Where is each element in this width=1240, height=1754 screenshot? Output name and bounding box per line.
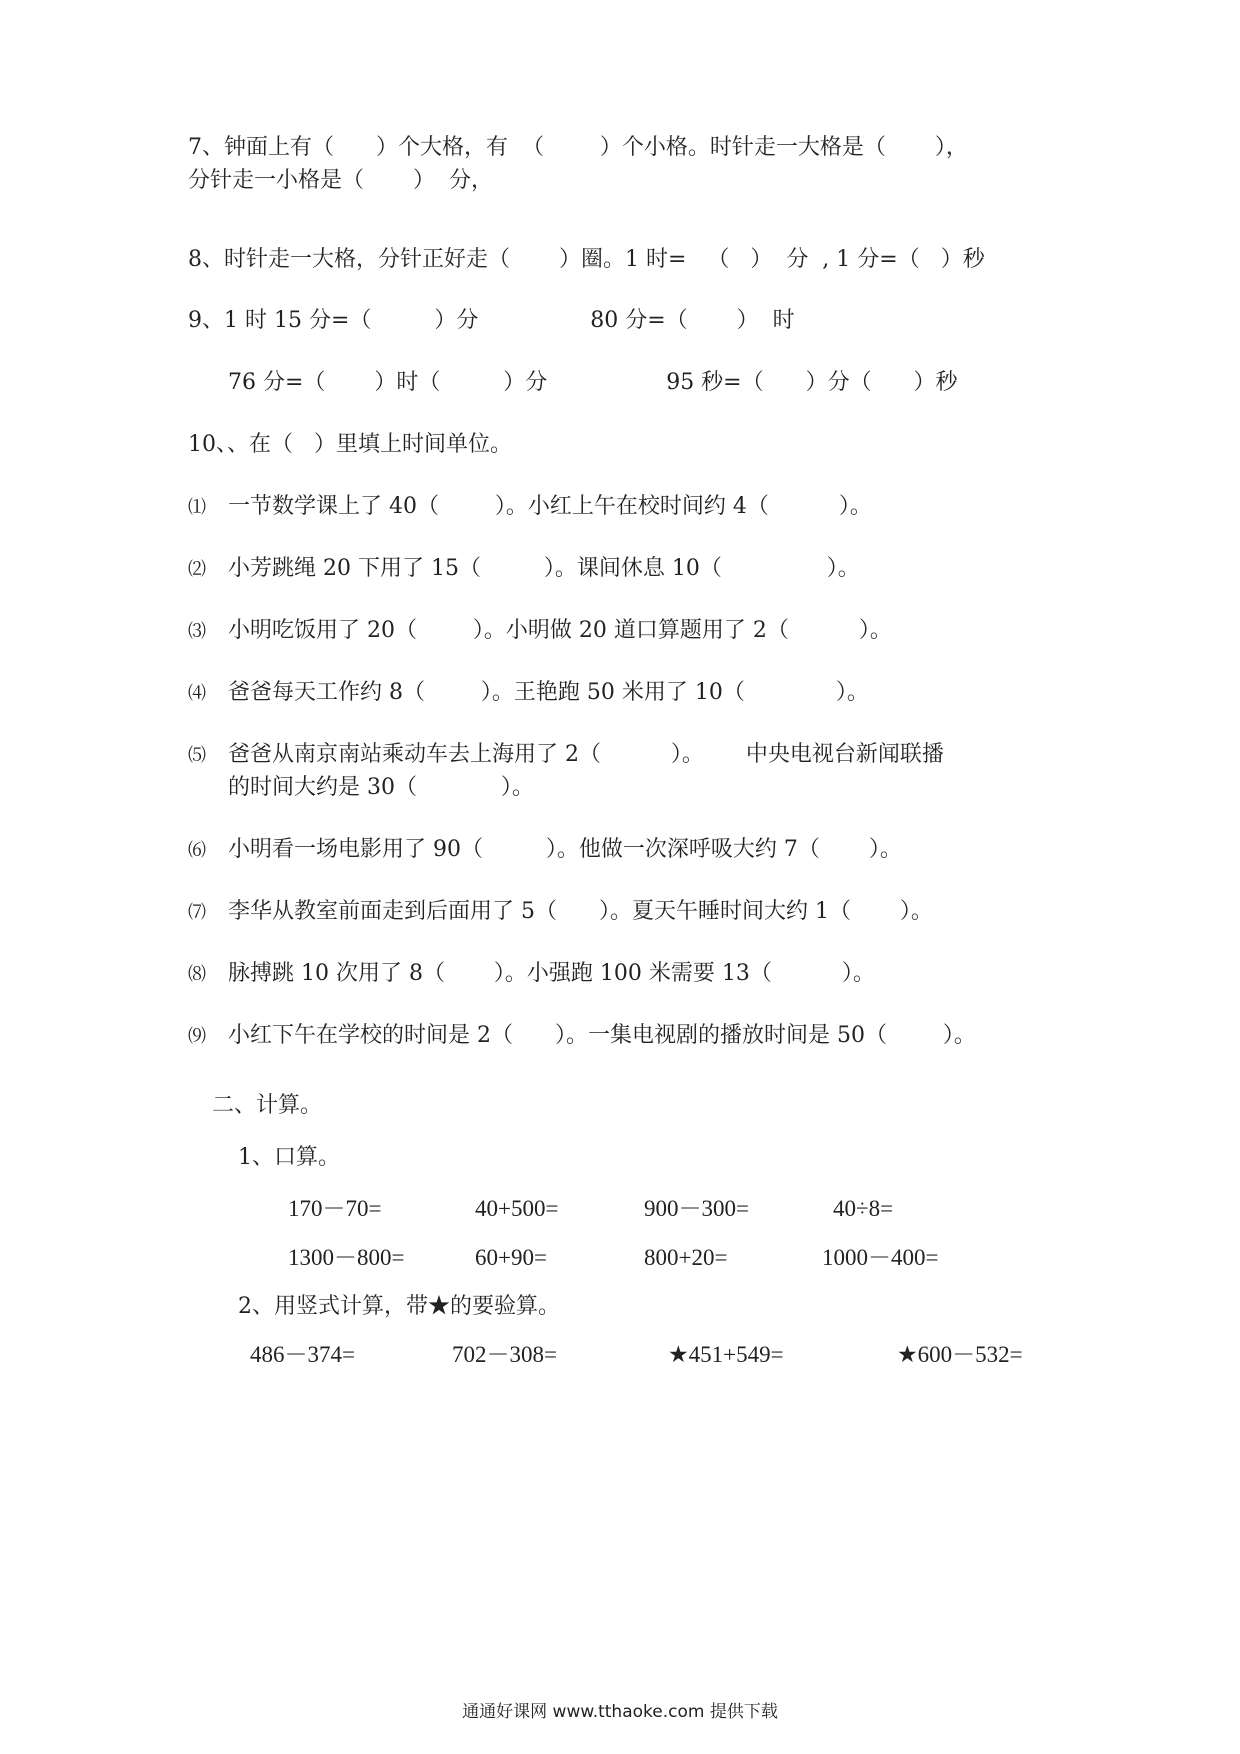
- oral-calc-item: 1000－400=: [822, 1245, 939, 1270]
- oral-calc-title: 1、口算。: [238, 1145, 340, 1170]
- item-number: ⑻: [188, 964, 206, 985]
- item-text: 小明看一场电影用了 90（ ）。他做一次深呼吸大约 7（ ）。: [228, 837, 902, 862]
- question-10-item: [188, 897, 933, 928]
- item-number: ⑴: [188, 497, 206, 518]
- oral-calc-item: 40+500=: [475, 1196, 559, 1221]
- item-text: 爸爸从南京南站乘动车去上海用了 2（ ）。 中央电视台新闻联播: [228, 742, 944, 767]
- item-text: 小明吃饭用了 20（ ）。小明做 20 道口算题用了 2（ ）。: [228, 618, 892, 643]
- item-text: 的时间大约是 30（ ）。: [228, 775, 534, 800]
- question-8: 8、时针走一大格，分针正好走（ ）圈。1 时= （ ） 分 , 1 分=（ ）秒: [188, 247, 985, 272]
- question-10-item-continued: [188, 773, 534, 803]
- oral-calc-item: 170－70=: [288, 1196, 382, 1221]
- oral-calc-item: 1300－800=: [288, 1245, 405, 1270]
- item-number: ⑶: [188, 621, 206, 642]
- item-text: 爸爸每天工作约 8（ ）。王艳跑 50 米用了 10（ ）。: [228, 680, 869, 705]
- question-7-line-2: 分针走一小格是（ ） 分，: [188, 168, 493, 193]
- vertical-calc-item: ★451+549=: [668, 1342, 784, 1367]
- question-10-item: [188, 1021, 976, 1052]
- question-10-item: [188, 740, 944, 771]
- item-text: 小芳跳绳 20 下用了 15（ ）。课间休息 10（ ）。: [228, 556, 860, 581]
- vertical-calc-title: 2、用竖式计算，带★的要验算。: [238, 1294, 560, 1319]
- question-10-item: [188, 492, 872, 523]
- oral-calc-item: 800+20=: [644, 1245, 728, 1270]
- vertical-calc-item: ★600－532=: [897, 1342, 1023, 1367]
- item-number: ⑵: [188, 559, 206, 580]
- vertical-calc-item: 702－308=: [452, 1342, 557, 1367]
- question-10-item: [188, 959, 875, 990]
- footer-credit: 通通好课网 www.tthaoke.com 提供下载: [462, 1702, 778, 1722]
- item-number: ⑹: [188, 840, 206, 861]
- question-10-item: [188, 678, 869, 709]
- item-number: ⑸: [188, 745, 206, 766]
- item-number: ⑷: [188, 683, 206, 704]
- item-text: 李华从教室前面走到后面用了 5（ ）。夏天午睡时间大约 1（ ）。: [228, 899, 933, 924]
- item-text: 小红下午在学校的时间是 2（ ）。一集电视剧的播放时间是 50（ ）。: [228, 1023, 976, 1048]
- question-7-line-1: 7、钟面上有（ ）个大格，有 （ ）个小格。时针走一大格是（ ），: [188, 135, 968, 160]
- question-9-line-2: 76 分=（ ）时（ ）分 95 秒=（ ）分（ ）秒: [228, 370, 958, 395]
- question-9-line-1: 9、1 时 15 分=（ ）分 80 分=（ ） 时: [188, 308, 795, 333]
- oral-calc-item: 60+90=: [475, 1245, 547, 1270]
- vertical-calc-item: 486－374=: [250, 1342, 355, 1367]
- question-10-item: [188, 835, 902, 866]
- question-10-title: 10、、在（ ）里填上时间单位。: [188, 432, 512, 457]
- oral-calc-item: 40÷8=: [833, 1196, 894, 1221]
- item-number: ⑺: [188, 902, 206, 923]
- item-text: 一节数学课上了 40（ ）。小红上午在校时间约 4（ ）。: [228, 494, 872, 519]
- oral-calc-item: 900－300=: [644, 1196, 749, 1221]
- section-2-title: 二、计算。: [212, 1093, 323, 1118]
- question-10-item: [188, 554, 860, 585]
- question-10-item: [188, 616, 892, 647]
- item-text: 脉搏跳 10 次用了 8（ ）。小强跑 100 米需要 13（ ）。: [228, 961, 875, 986]
- item-number: ⑼: [188, 1026, 206, 1047]
